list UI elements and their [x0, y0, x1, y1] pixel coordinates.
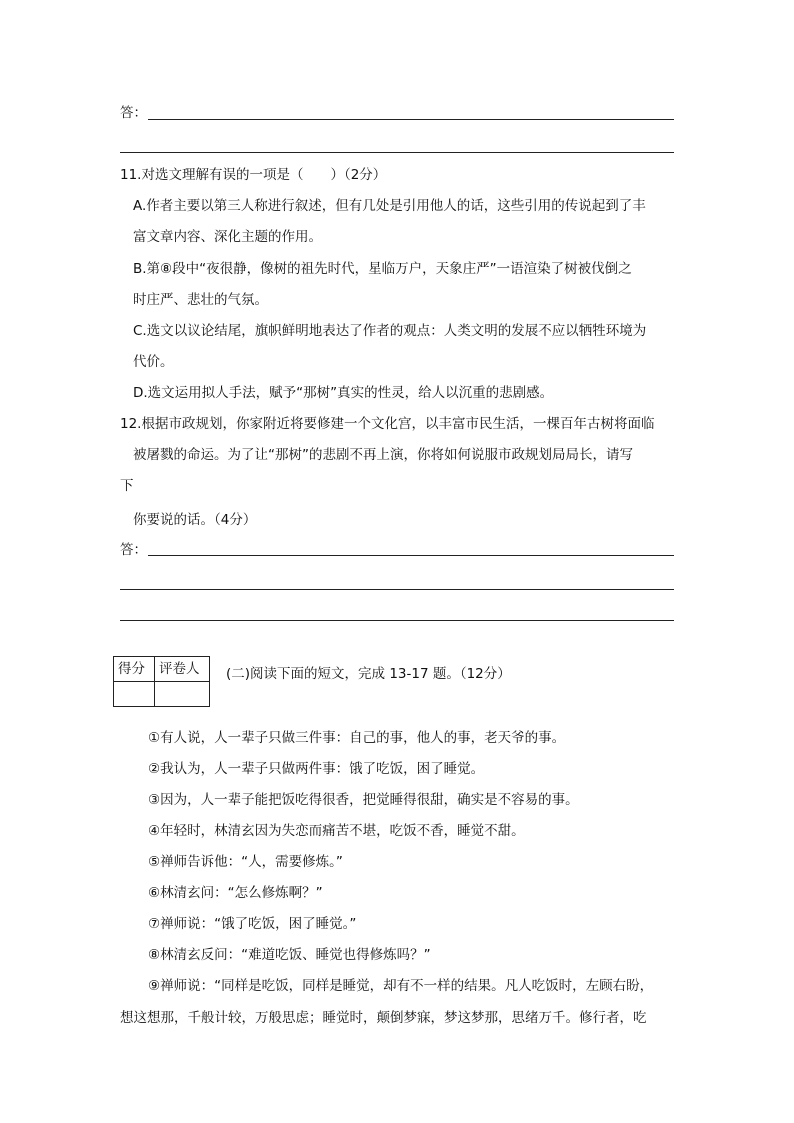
option-c-line1: C.选文以议论结尾，旗帜鲜明地表达了作者的观点：人类文明的发展不应以牺牲环境为 — [133, 323, 647, 339]
option-c-line2: 代价。 — [133, 354, 174, 370]
answer-line[interactable] — [120, 620, 674, 621]
paragraph-6: ⑥林清玄问：“怎么修炼啊？” — [148, 885, 323, 901]
paragraph-8: ⑧林清玄反问：“难道吃饭、睡觉也得修炼吗？” — [148, 947, 431, 963]
option-a-line2: 富文章内容、深化主题的作用。 — [133, 229, 322, 245]
score-header: 得分 — [114, 657, 155, 682]
grader-cell[interactable] — [155, 682, 210, 707]
paragraph-7: ⑦禅师说：“饿了吃饭，困了睡觉。” — [148, 916, 357, 932]
paragraph-5: ⑤禅师告诉他：“人，需要修炼。” — [148, 854, 343, 870]
answer-line[interactable] — [148, 119, 674, 120]
section-2-title: (二)阅读下面的短文，完成 13-17 题。（12分） — [226, 666, 511, 682]
paragraph-9-line2: 想这想那，千般计较，万般思虑；睡觉时，颠倒梦寐，梦这梦那，思绪万千。修行者，吃 — [120, 1010, 647, 1026]
option-d: D.选文运用拟人手法，赋予“那树”真实的性灵，给人以沉重的悲剧感。 — [133, 385, 554, 401]
question-12-line2: 被屠戮的命运。为了让“那树”的悲剧不再上演，你将如何说服市政规划局局长，请写 — [133, 447, 633, 463]
answer-label-10: 答： — [120, 105, 147, 121]
answer-line[interactable] — [148, 555, 674, 556]
question-12-line1: 12.根据市政规划，你家附近将要修建一个文化宫，以丰富市民生活，一棵百年古树将面临 — [120, 416, 655, 432]
question-12-line3: 下 — [120, 478, 134, 494]
score-cell[interactable] — [114, 682, 155, 707]
paragraph-3: ③因为，人一辈子能把饭吃得很香，把觉睡得很甜，确实是不容易的事。 — [148, 792, 579, 808]
grader-header: 评卷人 — [155, 657, 210, 682]
paragraph-1: ①有人说，人一辈子只做三件事：自己的事，他人的事，老天爷的事。 — [148, 730, 566, 746]
option-a-line1: A.作者主要以第三人称进行叙述，但有几处是引用他人的话，这些引用的传说起到了丰 — [133, 198, 646, 214]
paragraph-4: ④年轻时，林清玄因为失恋而痛苦不堪，吃饭不香，睡觉不甜。 — [148, 823, 525, 839]
question-11-stem: 11.对选文理解有误的一项是（ ）（2分） — [120, 167, 387, 183]
answer-label-12: 答： — [120, 542, 147, 558]
answer-line[interactable] — [120, 589, 674, 590]
option-b-line2: 时庄严、悲壮的气氛。 — [133, 292, 268, 308]
paragraph-2: ②我认为，人一辈子只做两件事：饿了吃饭，困了睡觉。 — [148, 761, 485, 777]
paragraph-9-line1: ⑨禅师说：“同样是吃饭，同样是睡觉，却有不一样的结果。凡人吃饭时，左顾右盼， — [148, 978, 654, 994]
option-b-line1: B.第⑧段中“夜很静，像树的祖先时代，星临万户，天象庄严”一语渲染了树被伐倒之 — [133, 261, 632, 277]
question-12-line4: 你要说的话。（4分） — [133, 512, 257, 528]
answer-line[interactable] — [120, 152, 674, 153]
score-table — [113, 656, 210, 707]
